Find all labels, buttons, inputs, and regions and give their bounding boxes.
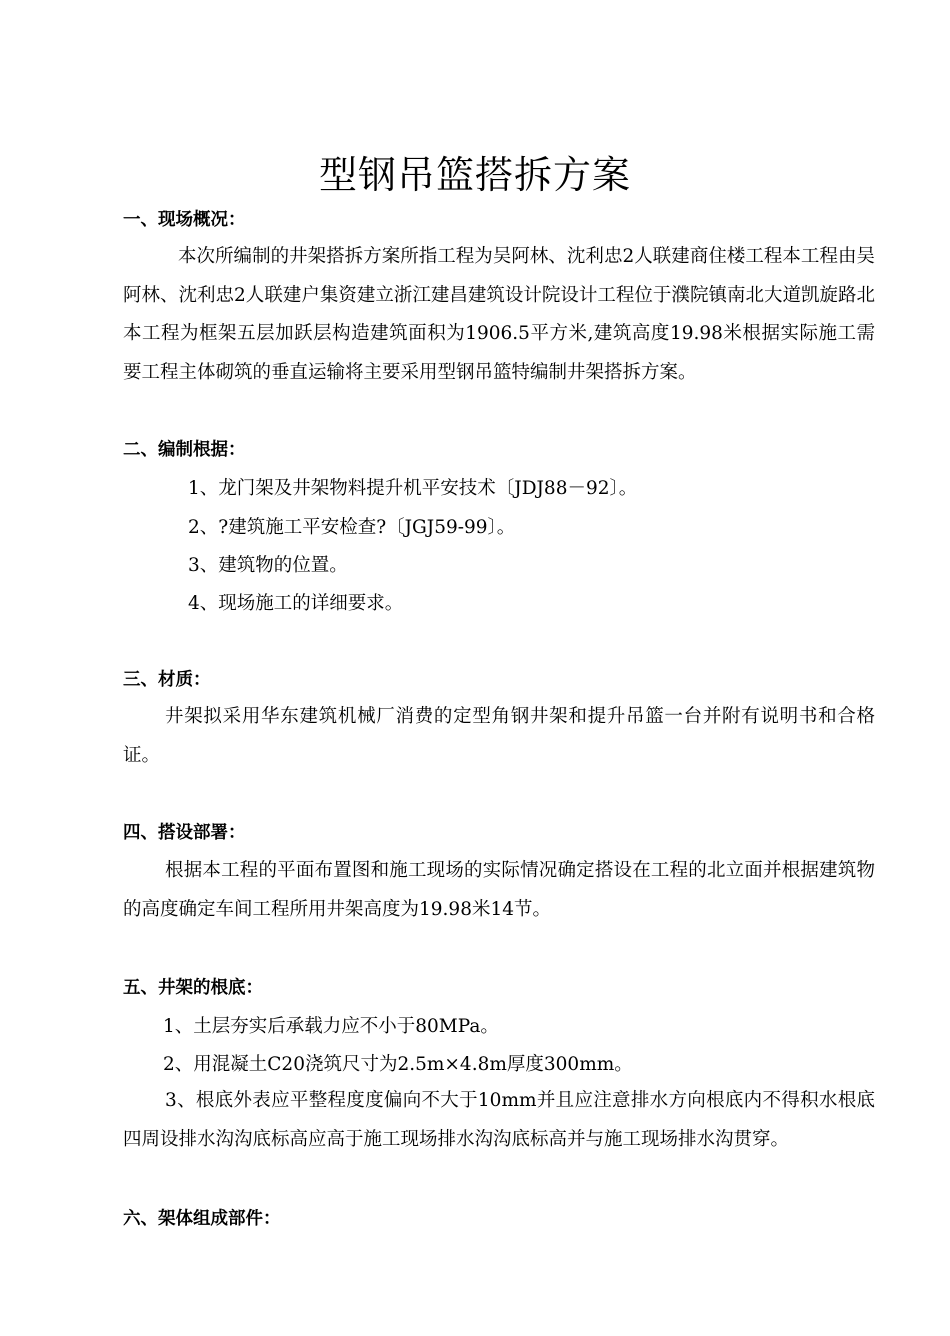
section-heading-site-overview: 一、现场概况： [123,210,246,230]
basis-item-3: 3、建筑物的位置。 [188,555,348,576]
foundation-item-3: 3、根底外表应平整程度度偏向不大于10mm并且应注意排水方向根底内不得积水根底四周设排水沟沟底标高应高于施工现场排水沟沟底标高并与施工现场排水沟贯穿。 [123,1090,875,1150]
basis-item-1: 1、龙门架及井架物料提升机平安技术〔JDJ88－92〕。 [188,478,638,499]
section-heading-deployment: 四、搭设部署： [123,823,246,843]
section-paragraph-deployment: 根据本工程的平面布置图和施工现场的实际情况确定搭设在工程的北立面并根据建筑物的高度确定车间工程所用井架高度为19.98米14节。 [123,860,875,920]
foundation-item-1: 1、土层夯实后承载力应不小于80MPa。 [163,1016,499,1037]
section-paragraph-site-overview: 本次所编制的井架搭拆方案所指工程为吴阿林、沈利忠2人联建商住楼工程本工程由吴阿林、沈利忠2人联建户集资建立浙江建昌建筑设计院设计工程位于濮院镇南北大道凯旋路北本工程为框架五层加跃层构造建筑面积为1906.5平方米,建筑高度19.98米根据实际施工需要工程主体砌筑的垂直运输将主要采用型钢吊篮特编制井架搭拆方案。 [123,246,875,383]
basis-item-4: 4、现场施工的详细要求。 [188,593,404,614]
section-heading-foundation: 五、井架的根底： [123,978,263,998]
section-heading-components: 六、架体组成部件： [123,1209,281,1229]
foundation-item-2: 2、用混凝土C20浇筑尺寸为2.5m×4.8m厚度300mm。 [163,1054,633,1075]
section-heading-material: 三、材质： [123,670,211,690]
section-paragraph-material: 井架拟采用华东建筑机械厂消费的定型角钢井架和提升吊篮一台并附有说明书和合格证。 [123,706,875,766]
section-heading-basis: 二、编制根据： [123,440,246,460]
document-title: 型钢吊篮搭拆方案 [318,153,631,197]
basis-item-2: 2、?建筑施工平安检查?〔JGJ59-99〕。 [188,517,516,538]
